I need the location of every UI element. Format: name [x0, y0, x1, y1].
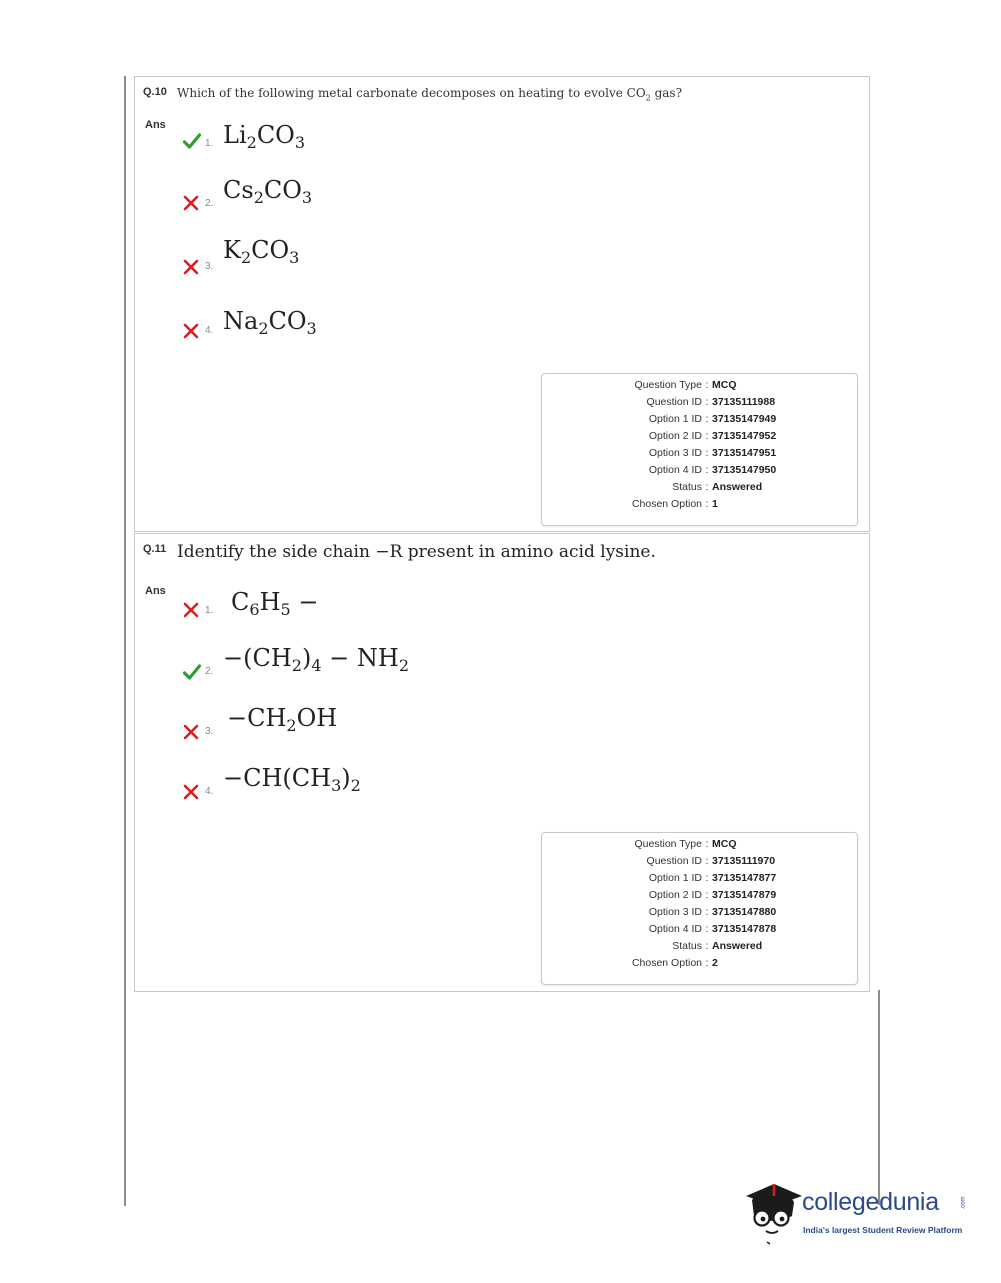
option-number: 1. — [205, 138, 214, 149]
meta-value: 37135147952 — [712, 429, 777, 442]
option-formula: $K_2CO_3$ — [223, 236, 300, 267]
question-block-11 — [134, 533, 870, 992]
meta-row — [542, 461, 857, 478]
page-border-right — [878, 990, 880, 1205]
option-2 — [183, 176, 583, 221]
cross-icon — [183, 784, 201, 802]
meta-row — [542, 938, 857, 955]
meta-separator: : — [705, 378, 709, 391]
meta-separator: : — [705, 481, 709, 494]
question-text: Which of the following metal carbonate decomposes on heating to evolve $CO_2$ gas? — [177, 86, 683, 103]
meta-separator: : — [705, 395, 709, 408]
meta-separator: : — [705, 412, 709, 425]
meta-separator: : — [705, 888, 709, 901]
meta-separator: : — [705, 429, 709, 442]
option-formula: $-CH_2OH$ — [227, 704, 338, 735]
meta-value: 37135147880 — [712, 905, 777, 918]
cross-icon — [183, 323, 201, 341]
question-text: Identify the side chain −R present in amino acid lysine. — [177, 542, 656, 562]
option-3 — [183, 236, 583, 281]
meta-key: Option 1 ID — [648, 412, 702, 425]
option-formula: $Na_2CO_3$ — [223, 307, 317, 338]
meta-separator: : — [705, 446, 709, 459]
answer-label: Ans — [145, 585, 166, 597]
meta-row — [542, 869, 857, 886]
meta-key: Option 4 ID — [648, 464, 702, 477]
meta-key: Option 3 ID — [648, 446, 702, 459]
meta-separator: : — [705, 498, 709, 511]
meta-key: Option 3 ID — [648, 905, 702, 918]
meta-separator: : — [705, 854, 709, 867]
meta-key: Question Type — [634, 378, 702, 391]
meta-separator: : — [705, 923, 709, 936]
question-number: Q.10 — [143, 86, 167, 98]
option-number: 4. — [205, 325, 214, 336]
meta-key: Status — [672, 481, 702, 494]
cross-icon — [183, 259, 201, 277]
meta-key: Option 2 ID — [648, 888, 702, 901]
option-3 — [183, 704, 583, 748]
option-number: 2. — [205, 198, 214, 209]
option-4 — [183, 309, 583, 349]
cross-icon — [183, 602, 201, 620]
meta-key: Option 4 ID — [648, 923, 702, 936]
meta-separator: : — [705, 837, 709, 850]
brand-name: collegedunia — [802, 1188, 939, 1216]
cross-icon — [183, 724, 201, 742]
question-number: Q.11 — [143, 543, 167, 555]
question-block-10 — [134, 76, 870, 532]
meta-row — [542, 852, 857, 869]
meta-key: Question ID — [646, 395, 702, 408]
option-1 — [183, 590, 583, 630]
meta-value: 37135147951 — [712, 446, 777, 459]
meta-row — [542, 496, 857, 513]
meta-key: Question ID — [646, 854, 702, 867]
meta-key: Question Type — [634, 837, 702, 850]
meta-row — [542, 410, 857, 427]
meta-value: 37135147878 — [712, 923, 777, 936]
check-icon — [183, 133, 201, 151]
meta-value: 2 — [712, 957, 718, 970]
meta-separator: : — [705, 940, 709, 953]
meta-value: MCQ — [712, 837, 737, 850]
option-2 — [183, 644, 583, 688]
meta-row — [542, 835, 857, 852]
meta-row — [542, 479, 857, 496]
meta-value: 37135147877 — [712, 871, 777, 884]
brand-suffix: .com — [960, 1196, 967, 1210]
meta-row — [542, 955, 857, 972]
cross-icon — [183, 195, 201, 213]
option-number: 3. — [205, 261, 214, 272]
option-formula: $C_6H_5$ − — [231, 588, 319, 619]
option-formula: $Li_2CO_3$ — [223, 121, 306, 152]
meta-row — [542, 886, 857, 903]
option-number: 1. — [205, 605, 214, 616]
meta-value: 37135147950 — [712, 464, 777, 477]
meta-row — [542, 920, 857, 937]
question-meta-panel — [541, 373, 858, 526]
option-formula: $-CH(CH_3)_2$ — [223, 764, 361, 795]
option-number: 2. — [205, 666, 214, 677]
meta-separator: : — [705, 957, 709, 970]
option-4 — [183, 764, 583, 808]
meta-key: Option 2 ID — [648, 429, 702, 442]
page-border-left — [124, 76, 126, 1206]
meta-value: 37135111970 — [712, 854, 776, 867]
option-number: 3. — [205, 726, 214, 737]
meta-row — [542, 903, 857, 920]
option-formula: $Cs_2CO_3$ — [223, 176, 313, 207]
meta-key: Option 1 ID — [648, 871, 702, 884]
meta-row — [542, 376, 857, 393]
collegedunia-logo — [742, 1176, 972, 1246]
meta-separator: : — [705, 464, 709, 477]
option-number: 4. — [205, 786, 214, 797]
meta-value: 37135147949 — [712, 412, 777, 425]
meta-value: MCQ — [712, 378, 737, 391]
meta-value: 37135147879 — [712, 888, 777, 901]
check-icon — [183, 664, 201, 682]
meta-value: Answered — [712, 481, 763, 494]
meta-key: Chosen Option — [631, 957, 702, 970]
option-1 — [183, 123, 583, 163]
option-formula: $-(CH_2)_4 - NH_2$ — [223, 644, 409, 675]
meta-separator: : — [705, 905, 709, 918]
brand-tagline: India's largest Student Review Platform — [803, 1225, 963, 1235]
meta-value: Answered — [712, 940, 763, 953]
meta-value: 1 — [712, 498, 718, 511]
answer-label: Ans — [145, 119, 166, 131]
mascot-icon — [742, 1176, 804, 1248]
question-meta-panel — [541, 832, 858, 985]
meta-value: 37135111988 — [712, 395, 776, 408]
meta-row — [542, 393, 857, 410]
meta-key: Status — [672, 940, 702, 953]
meta-row — [542, 427, 857, 444]
meta-key: Chosen Option — [631, 498, 702, 511]
meta-row — [542, 444, 857, 461]
meta-separator: : — [705, 871, 709, 884]
